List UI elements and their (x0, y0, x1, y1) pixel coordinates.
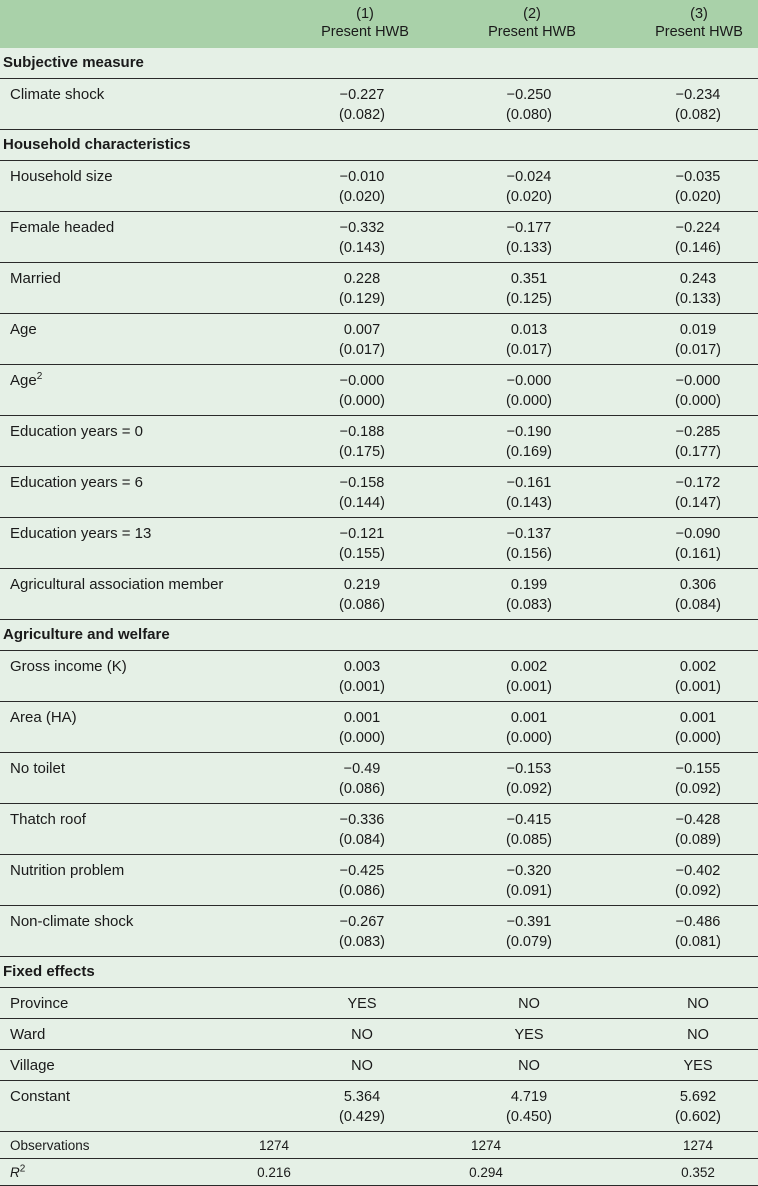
cell-col-1 (307, 85, 417, 125)
coefficient: 0.243 (679, 271, 717, 287)
coefficient: −0.332 (339, 220, 385, 236)
cell-col-1 (307, 861, 417, 901)
col-label: Present HWB (488, 24, 576, 40)
std-error: (0.001) (339, 679, 385, 695)
cell-col-2 (474, 422, 584, 462)
row-label-text: Observations (10, 1138, 90, 1153)
cell-col-2 (474, 167, 584, 207)
column-header-3 (629, 5, 758, 41)
row-label-text: Age (10, 372, 37, 389)
row-label-text: Village (10, 1057, 55, 1074)
table-row (0, 855, 758, 906)
std-error: (0.156) (506, 546, 552, 562)
row-label (10, 759, 65, 779)
section-header: Household characteristics (0, 130, 758, 161)
table-row (0, 988, 758, 1019)
coefficient: 0.003 (343, 659, 381, 675)
row-label-text: R (10, 1165, 20, 1180)
row-label (10, 1163, 25, 1183)
cell-col-1: 0.216 (257, 1165, 291, 1180)
coefficient: 0.199 (510, 577, 548, 593)
std-error: (0.000) (339, 730, 385, 746)
std-error: (0.080) (506, 107, 552, 123)
row-label-text: Climate shock (10, 86, 105, 103)
cell-col-1 (307, 320, 417, 360)
coefficient: −0.402 (675, 863, 721, 879)
cell-col-2 (474, 524, 584, 564)
row-label-text: No toilet (10, 760, 66, 777)
coefficient: −0.336 (339, 812, 385, 828)
coefficient: −0.234 (675, 87, 721, 103)
cell-col-2 (474, 994, 584, 1014)
row-label (10, 167, 113, 187)
coefficient: −0.121 (339, 526, 385, 542)
cell-col-3 (643, 1025, 753, 1045)
coefficient: −0.155 (675, 761, 721, 777)
cell-col-3 (643, 269, 753, 309)
cell-col-1 (307, 759, 417, 799)
coefficient: 0.019 (679, 322, 717, 338)
row-label-text: Non-climate shock (10, 913, 134, 930)
std-error: (0.089) (675, 832, 721, 848)
cell-col-2 (474, 759, 584, 799)
std-error: (0.169) (506, 444, 552, 460)
row-label (10, 657, 127, 677)
coefficient: 0.001 (510, 710, 548, 726)
std-error: (0.175) (339, 444, 385, 460)
row-label (10, 1056, 55, 1076)
std-error: (0.085) (506, 832, 552, 848)
coefficient: NO (518, 1058, 540, 1074)
std-error: (0.000) (675, 730, 721, 746)
std-error: (0.001) (675, 679, 721, 695)
table-header (0, 0, 758, 48)
row-label (10, 85, 104, 105)
coefficient: NO (687, 996, 709, 1012)
coefficient: −0.227 (339, 87, 385, 103)
cell-col-3 (643, 524, 753, 564)
coefficient: NO (351, 1027, 373, 1043)
coefficient: −0.267 (339, 914, 385, 930)
std-error: (0.092) (675, 781, 721, 797)
summary-row (0, 1159, 758, 1186)
std-error: (0.000) (339, 393, 385, 409)
coefficient: −0.000 (339, 373, 385, 389)
std-error: (0.086) (339, 597, 385, 613)
table-row (0, 161, 758, 212)
table-row (0, 518, 758, 569)
coefficient: −0.250 (506, 87, 552, 103)
table-row (0, 1081, 758, 1132)
std-error: (0.129) (339, 291, 385, 307)
col-label: Present HWB (321, 24, 409, 40)
std-error: (0.020) (506, 189, 552, 205)
col-num: (3) (690, 6, 708, 22)
std-error: (0.125) (506, 291, 552, 307)
cell-col-2 (474, 575, 584, 615)
row-label-text: Married (10, 270, 61, 287)
std-error: (0.086) (339, 883, 385, 899)
cell-col-3: 1274 (682, 1138, 714, 1153)
coefficient: −0.486 (675, 914, 721, 930)
coefficient: −0.010 (339, 169, 385, 185)
coefficient: −0.320 (506, 863, 552, 879)
coefficient: −0.000 (506, 373, 552, 389)
coefficient: 0.002 (679, 659, 717, 675)
cell-col-1 (307, 473, 417, 513)
row-label-text: Thatch roof (10, 811, 86, 828)
row-label (10, 371, 42, 391)
cell-col-2: 0.294 (469, 1165, 503, 1180)
cell-col-3 (643, 422, 753, 462)
table-row (0, 467, 758, 518)
column-header-1 (295, 5, 435, 41)
coefficient: 5.364 (343, 1089, 381, 1105)
coefficient: −0.137 (506, 526, 552, 542)
table-row (0, 314, 758, 365)
cell-col-1 (307, 912, 417, 952)
cell-col-3 (643, 1056, 753, 1076)
row-label (10, 218, 114, 238)
table-row (0, 906, 758, 957)
row-label (10, 575, 223, 595)
row-label (10, 473, 143, 493)
cell-col-3: 0.352 (681, 1165, 715, 1180)
std-error: (0.092) (675, 883, 721, 899)
std-error: (0.084) (675, 597, 721, 613)
std-error: (0.133) (675, 291, 721, 307)
row-label-text: Education years = 13 (10, 525, 152, 542)
coefficient: −0.035 (675, 169, 721, 185)
cell-col-1 (307, 708, 417, 748)
cell-col-2 (474, 912, 584, 952)
table-row (0, 753, 758, 804)
cell-col-2 (474, 708, 584, 748)
coefficient: −0.153 (506, 761, 552, 777)
cell-col-2 (474, 810, 584, 850)
cell-col-1 (307, 657, 417, 697)
coefficient: 0.351 (510, 271, 548, 287)
cell-col-3 (643, 912, 753, 952)
cell-col-3 (643, 810, 753, 850)
coefficient: YES (683, 1058, 713, 1074)
row-label (10, 1087, 70, 1107)
row-label-text: Province (10, 995, 69, 1012)
std-error: (0.083) (339, 934, 385, 950)
column-header-2 (462, 5, 602, 41)
row-label (10, 708, 77, 728)
coefficient: 0.001 (679, 710, 717, 726)
std-error: (0.143) (339, 240, 385, 256)
std-error: (0.000) (675, 393, 721, 409)
coefficient: −0.177 (506, 220, 552, 236)
section-header: Subjective measure (0, 48, 758, 79)
row-label (10, 912, 133, 932)
cell-col-3 (643, 371, 753, 411)
row-label (10, 320, 37, 340)
row-label-text: Female headed (10, 219, 115, 236)
coefficient: −0.190 (506, 424, 552, 440)
std-error: (0.086) (339, 781, 385, 797)
coefficient: −0.161 (506, 475, 552, 491)
cell-col-1 (307, 575, 417, 615)
std-error: (0.091) (506, 883, 552, 899)
std-error: (0.092) (506, 781, 552, 797)
coefficient: YES (347, 996, 377, 1012)
row-label-text: Area (HA) (10, 709, 77, 726)
cell-col-2 (474, 85, 584, 125)
row-label (10, 1136, 90, 1156)
coefficient: −0.224 (675, 220, 721, 236)
row-label-text: Gross income (K) (10, 658, 127, 675)
cell-col-3 (643, 167, 753, 207)
coefficient: YES (514, 1027, 544, 1043)
row-label-text: Nutrition problem (10, 862, 125, 879)
std-error: (0.079) (506, 934, 552, 950)
col-num: (1) (356, 6, 374, 22)
coefficient: 0.013 (510, 322, 548, 338)
std-error: (0.084) (339, 832, 385, 848)
row-label-text: Agricultural association member (10, 576, 224, 593)
row-label (10, 269, 61, 289)
cell-col-1 (307, 524, 417, 564)
cell-col-1 (307, 167, 417, 207)
cell-col-2 (474, 861, 584, 901)
std-error: (0.082) (675, 107, 721, 123)
coefficient: −0.090 (675, 526, 721, 542)
cell-col-1 (307, 1056, 417, 1076)
table-row (0, 79, 758, 130)
row-label (10, 994, 68, 1014)
coefficient: 0.306 (679, 577, 717, 593)
superscript: 2 (19, 1163, 26, 1175)
table-row (0, 212, 758, 263)
coefficient: NO (351, 1058, 373, 1074)
cell-col-1 (307, 269, 417, 309)
coefficient: −0.285 (675, 424, 721, 440)
row-label (10, 810, 86, 830)
std-error: (0.147) (675, 495, 721, 511)
col-label: Present HWB (655, 24, 743, 40)
row-label (10, 422, 143, 442)
table-row (0, 416, 758, 467)
col-num: (2) (523, 6, 541, 22)
coefficient: −0.000 (675, 373, 721, 389)
coefficient: 0.001 (343, 710, 381, 726)
coefficient: −0.158 (339, 475, 385, 491)
std-error: (0.001) (506, 679, 552, 695)
row-label (10, 1025, 45, 1045)
row-label-text: Education years = 0 (10, 423, 144, 440)
cell-col-3 (643, 657, 753, 697)
std-error: (0.429) (339, 1109, 385, 1125)
coefficient: −0.425 (339, 863, 385, 879)
std-error: (0.146) (675, 240, 721, 256)
cell-col-2 (474, 1087, 584, 1127)
cell-col-1 (307, 422, 417, 462)
std-error: (0.000) (506, 730, 552, 746)
coefficient: 0.002 (510, 659, 548, 675)
coefficient: −0.49 (343, 761, 381, 777)
summary-row (0, 1132, 758, 1159)
cell-col-2: 1274 (470, 1138, 502, 1153)
coefficient: NO (687, 1027, 709, 1043)
row-label-text: Ward (10, 1026, 46, 1043)
row-label-text: Household size (10, 168, 113, 185)
cell-col-2 (474, 218, 584, 258)
cell-col-3 (643, 994, 753, 1014)
coefficient: 0.007 (343, 322, 381, 338)
std-error: (0.000) (506, 393, 552, 409)
coefficient: 0.219 (343, 577, 381, 593)
row-label-text: Constant (10, 1088, 71, 1105)
cell-col-3 (643, 708, 753, 748)
std-error: (0.155) (339, 546, 385, 562)
cell-col-2 (474, 473, 584, 513)
row-label-text: Age (10, 321, 37, 338)
coefficient: −0.415 (506, 812, 552, 828)
std-error: (0.161) (675, 546, 721, 562)
cell-col-3 (643, 861, 753, 901)
std-error: (0.020) (675, 189, 721, 205)
section-header: Agriculture and welfare (0, 620, 758, 651)
table-row (0, 651, 758, 702)
coefficient: 4.719 (510, 1089, 548, 1105)
row-label (10, 861, 124, 881)
std-error: (0.017) (339, 342, 385, 358)
cell-col-1: 1274 (258, 1138, 290, 1153)
cell-col-3 (643, 1087, 753, 1127)
coefficient: −0.024 (506, 169, 552, 185)
cell-col-2 (474, 1025, 584, 1045)
row-label-text: Education years = 6 (10, 474, 144, 491)
coefficient: −0.428 (675, 812, 721, 828)
cell-col-2 (474, 1056, 584, 1076)
cell-col-1 (307, 994, 417, 1014)
cell-col-3 (643, 575, 753, 615)
std-error: (0.143) (506, 495, 552, 511)
cell-col-3 (643, 473, 753, 513)
row-label (10, 524, 151, 544)
coefficient: −0.172 (675, 475, 721, 491)
section-header: Fixed effects (0, 957, 758, 988)
table-row (0, 263, 758, 314)
superscript: 2 (36, 371, 43, 382)
table-row (0, 804, 758, 855)
table-row (0, 365, 758, 416)
coefficient: −0.188 (339, 424, 385, 440)
coefficient: 5.692 (679, 1089, 717, 1105)
std-error: (0.602) (675, 1109, 721, 1125)
std-error: (0.082) (339, 107, 385, 123)
cell-col-1 (307, 1025, 417, 1045)
table-row (0, 1019, 758, 1050)
cell-col-1 (307, 810, 417, 850)
coefficient: 0.228 (343, 271, 381, 287)
std-error: (0.020) (339, 189, 385, 205)
coefficient: NO (518, 996, 540, 1012)
cell-col-2 (474, 657, 584, 697)
std-error: (0.083) (506, 597, 552, 613)
cell-col-3 (643, 218, 753, 258)
cell-col-2 (474, 371, 584, 411)
std-error: (0.177) (675, 444, 721, 460)
cell-col-1 (307, 1087, 417, 1127)
cell-col-1 (307, 218, 417, 258)
cell-col-2 (474, 269, 584, 309)
cell-col-3 (643, 85, 753, 125)
cell-col-2 (474, 320, 584, 360)
cell-col-3 (643, 759, 753, 799)
std-error: (0.144) (339, 495, 385, 511)
std-error: (0.133) (506, 240, 552, 256)
cell-col-3 (643, 320, 753, 360)
std-error: (0.017) (675, 342, 721, 358)
cell-col-1 (307, 371, 417, 411)
table-row (0, 702, 758, 753)
std-error: (0.450) (506, 1109, 552, 1125)
table-row (0, 1050, 758, 1081)
std-error: (0.081) (675, 934, 721, 950)
std-error: (0.017) (506, 342, 552, 358)
table-row (0, 569, 758, 620)
coefficient: −0.391 (506, 914, 552, 930)
